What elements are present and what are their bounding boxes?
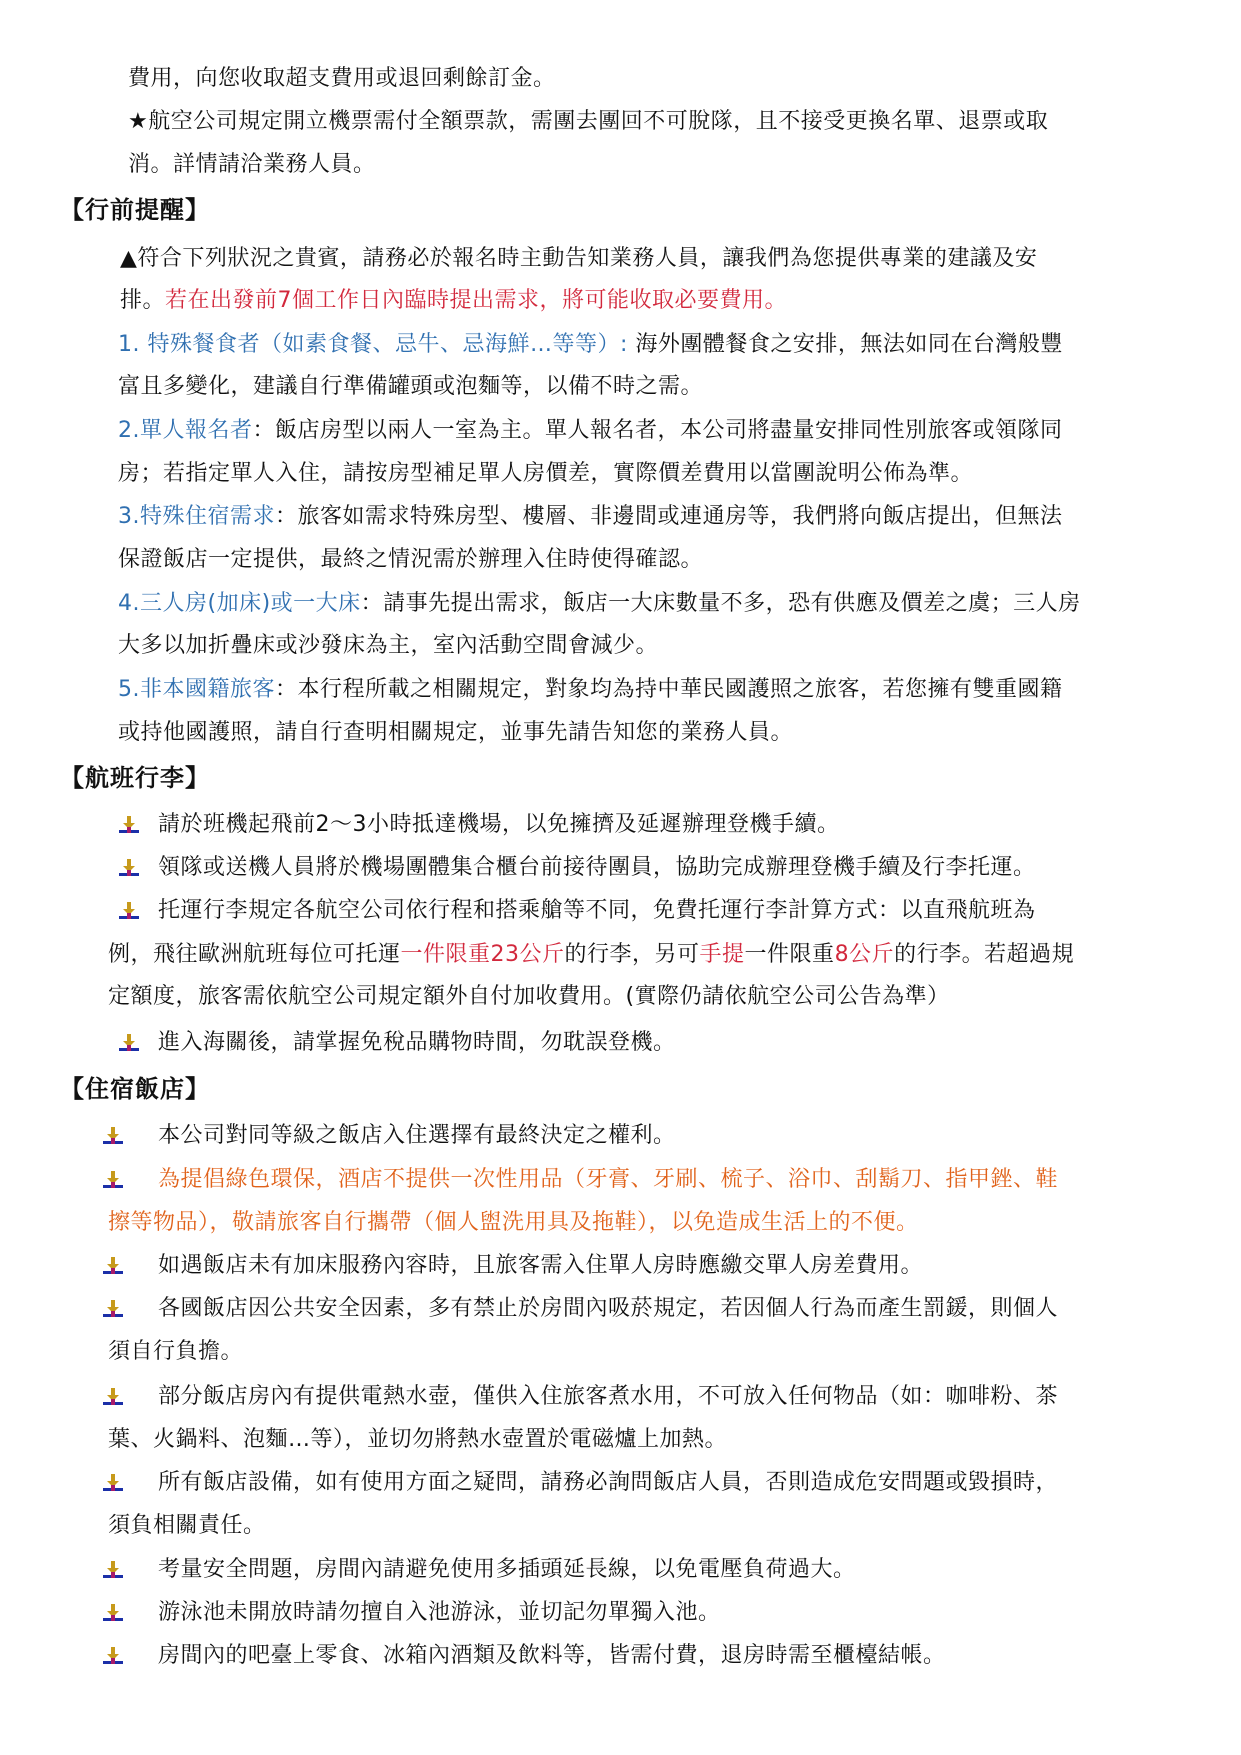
text-line: 房；若指定單人入住，請按房型補足單人房價差，實際價差費用以當團說明公佈為準。 <box>118 461 974 486</box>
reminder-item <box>118 589 1081 619</box>
arrow-down-bullet-icon <box>102 1125 124 1147</box>
reminder-item <box>118 416 1063 446</box>
item-text: ：飯店房型以兩人一室為主。單人報名者，本公司將盡量安排同性別旅客或領隊同 <box>252 418 1063 443</box>
item-text: ：本行程所載之相關規定，對象均為持中華民國護照之旅客，若您擁有雙重國籍 <box>275 677 1063 702</box>
text-line: 或持他國護照，請自行查明相關規定，並事先請告知您的業務人員。 <box>118 720 794 745</box>
text-span: 的行李，另可 <box>564 942 700 967</box>
arrow-down-bullet-icon <box>102 1255 124 1277</box>
arrow-down-bullet-icon <box>118 814 140 836</box>
list-item: 房間內的吧臺上零食、冰箱內酒類及飲料等，皆需付費，退房時需至櫃檯結帳。 <box>158 1643 946 1668</box>
section-heading-hotel: 【住宿飯店】 <box>60 1075 210 1103</box>
text-line: 消。詳情請洽業務人員。 <box>128 152 376 177</box>
text-line: 費用，向您收取超支費用或退回剩餘訂金。 <box>128 66 556 91</box>
text-line: 大多以加折疊床或沙發床為主，室內活動空間會減少。 <box>118 633 659 658</box>
highlight-text: 一件限重23公斤 <box>400 942 565 967</box>
list-item: 考量安全問題，房間內請避免使用多插頭延長線，以免電壓負荷過大。 <box>158 1557 856 1582</box>
text-span: 排。 <box>120 288 166 313</box>
arrow-down-bullet-icon <box>118 857 140 879</box>
item-text: ：請事先提出需求，飯店一大床數量不多，恐有供應及價差之虞；三人房 <box>360 591 1081 616</box>
reminder-item <box>118 330 1063 360</box>
arrow-down-bullet-icon <box>102 1169 124 1191</box>
text-line: 須自行負擔。 <box>108 1339 244 1364</box>
text-span: 的行李。若超過規 <box>894 942 1075 967</box>
highlight-text: 手提 <box>699 942 745 967</box>
warning-text: 若在出發前7個工作日內臨時提出需求，將可能收取必要費用。 <box>165 288 788 313</box>
text-line: 擦等物品），敬請旅客自行攜帶（個人盥洗用具及拖鞋），以免造成生活上的不便。 <box>108 1210 919 1235</box>
list-item: 所有飯店設備，如有使用方面之疑問，請務必詢問飯店人員，否則造成危安問題或毀損時， <box>158 1470 1059 1495</box>
text-span: 一件限重 <box>744 942 835 967</box>
text-line: 富且多變化，建議自行準備罐頭或泡麵等，以備不時之需。 <box>118 374 704 399</box>
text-line: ★航空公司規定開立機票需付全額票款，需團去團回不可脫隊，且不接受更換名單、退票或取 <box>128 109 1049 134</box>
item-label: 3.特殊住宿需求 <box>118 504 275 529</box>
item-label: 5.非本國籍旅客 <box>118 677 275 702</box>
list-item: 部分飯店房內有提供電熱水壺，僅供入住旅客煮水用，不可放入任何物品（如：咖啡粉、茶 <box>158 1384 1059 1409</box>
list-item: 為提倡綠色環保，酒店不提供一次性用品（牙膏、牙刷、梳子、浴巾、刮鬍刀、指甲銼、鞋 <box>158 1167 1059 1192</box>
list-item: 領隊或送機人員將於機場團體集合櫃台前接待團員，協助完成辦理登機手續及行李托運。 <box>158 855 1036 880</box>
arrow-down-bullet-icon <box>102 1472 124 1494</box>
list-item: 本公司對同等級之飯店入住選擇有最終決定之權利。 <box>158 1123 676 1148</box>
arrow-down-bullet-icon <box>102 1602 124 1624</box>
list-item: 進入海關後，請掌握免稅品購物時間，勿耽誤登機。 <box>158 1030 676 1055</box>
list-item: 請於班機起飛前2～3小時抵達機場，以免擁擠及延遲辦理登機手續。 <box>158 812 840 837</box>
list-item: 游泳池未開放時請勿擅自入池游泳，並切記勿單獨入池。 <box>158 1600 721 1625</box>
section-heading-reminder: 【行前提醒】 <box>60 196 210 224</box>
list-item: 托運行李規定各航空公司依行程和搭乘艙等不同，免費托運行李計算方式：以直飛航班為 <box>158 898 1036 923</box>
text-line: ▲符合下列狀況之貴賓，請務必於報名時主動告知業務人員，讓我們為您提供專業的建議及安 <box>120 246 1038 271</box>
text-line: 保證飯店一定提供，最終之情況需於辦理入住時使得確認。 <box>118 547 704 572</box>
item-text: ：旅客如需求特殊房型、樓層、非邊間或連通房等，我們將向飯店提出，但無法 <box>275 504 1063 529</box>
list-item: 如遇飯店未有加床服務內容時，且旅客需入住單人房時應繳交單人房差費用。 <box>158 1253 924 1278</box>
item-label: 2.單人報名者 <box>118 418 253 443</box>
arrow-down-bullet-icon <box>118 900 140 922</box>
arrow-down-bullet-icon <box>118 1032 140 1054</box>
text-line <box>120 286 787 316</box>
text-line <box>108 940 1074 970</box>
arrow-down-bullet-icon <box>102 1386 124 1408</box>
text-line: 須負相關責任。 <box>108 1513 266 1538</box>
item-label: 1. 特殊餐食者（如素食餐、忌牛、忌海鮮…等等）: <box>118 332 628 357</box>
text-line: 葉、火鍋料、泡麵…等），並切勿將熱水壺置於電磁爐上加熱。 <box>108 1427 728 1452</box>
text-span: 例，飛往歐洲航班每位可托運 <box>108 942 401 967</box>
text-line: 定額度，旅客需依航空公司規定額外自付加收費用。(實際仍請依航空公司公告為準） <box>108 984 950 1009</box>
reminder-item <box>118 502 1063 532</box>
reminder-item <box>118 675 1063 705</box>
list-item: 各國飯店因公共安全因素，多有禁止於房間內吸菸規定，若因個人行為而產生罰鍰，則個人 <box>158 1296 1059 1321</box>
item-label: 4.三人房(加床)或一大床 <box>118 591 361 616</box>
arrow-down-bullet-icon <box>102 1298 124 1320</box>
arrow-down-bullet-icon <box>102 1645 124 1667</box>
arrow-down-bullet-icon <box>102 1559 124 1581</box>
item-text: 海外團體餐食之安排，無法如同在台灣般豐 <box>627 332 1063 357</box>
highlight-text: 8公斤 <box>834 942 895 967</box>
section-heading-flight: 【航班行李】 <box>60 764 210 792</box>
